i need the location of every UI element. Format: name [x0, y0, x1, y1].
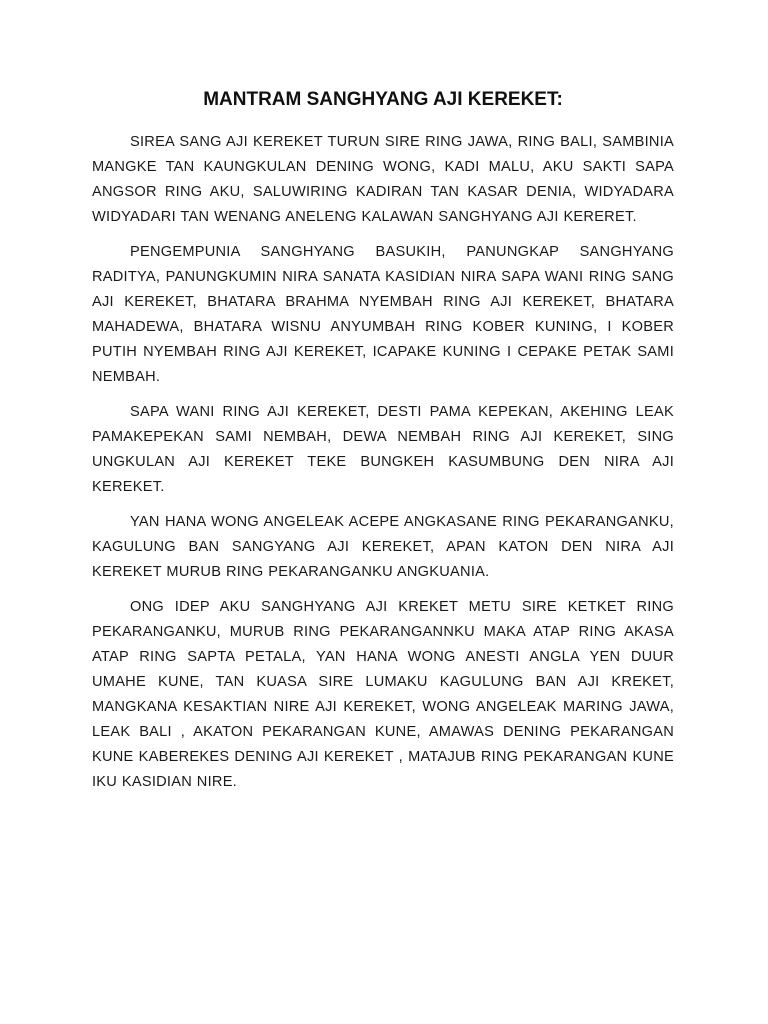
- paragraph-4: YAN HANA WONG ANGELEAK ACEPE ANGKASANE RING PEKARANGANKU, KAGULUNG BAN SANGYANG AJI KEREKET, APAN KATON DEN NIRA AJI KEREKET MURUB RING PEKARANGANKU ANGKUANIA.: [92, 514, 674, 580]
- paragraph-1: SIREA SANG AJI KEREKET TURUN SIRE RING JAWA, RING BALI, SAMBINIA MANGKE TAN KAUNGKULAN DENING WONG, KADI MALU, AKU SAKTI SAPA ANGSOR RING AKU, SALUWIRING KADIRAN TAN KASAR DENIA, WIDYADARA WIDYADARI TAN WENANG ANELENG KALAWAN SANGHYANG AJI KERERET.: [92, 134, 674, 225]
- document-page: [92, 88, 674, 805]
- document-title: MANTRAM SANGHYANG AJI KEREKET:: [203, 89, 563, 110]
- paragraph-5: ONG IDEP AKU SANGHYANG AJI KREKET METU SIRE KETKET RING PEKARANGANKU, MURUB RING PEKARANGANNKU MAKA ATAP RING AKASA ATAP RING SAPTA PETALA, YAN HANA WONG ANESTI ANGLA YEN DUUR UMAHE KUNE, TAN KUASA SIRE LUMAKU KAGULUNG BAN AJI KREKET, MANGKANA KESAKTIAN NIRE AJI KEREKET, WONG ANGELEAK MARING JAWA, LEAK BALI , AKATON PEKARANGAN KUNE, AMAWAS DENING PEKARANGAN KUNE KABEREKES DENING AJI KEREKET , MATAJUB RING PEKARANGAN KUNE IKU KASIDIAN NIRE.: [92, 599, 674, 790]
- paragraph-3: SAPA WANI RING AJI KEREKET, DESTI PAMA KEPEKAN, AKEHING LEAK PAMAKEPEKAN SAMI NEMBAH, DEWA NEMBAH RING AJI KEREKET, SING UNGKULAN AJI KEREKET TEKE BUNGKEH KASUMBUNG DEN NIRA AJI KEREKET.: [92, 404, 674, 495]
- paragraph-2: PENGEMPUNIA SANGHYANG BASUKIH, PANUNGKAP SANGHYANG RADITYA, PANUNGKUMIN NIRA SANATA KASIDIAN NIRA SAPA WANI RING SANG AJI KEREKET, BHATARA BRAHMA NYEMBAH RING AJI KEREKET, BHATARA MAHADEWA, BHATARA WISNU ANYUMBAH RING KOBER KUNING, I KOBER PUTIH NYEMBAH RING AJI KEREKET, ICAPAKE KUNING I CEPAKE PETAK SAMI NEMBAH.: [92, 244, 674, 385]
